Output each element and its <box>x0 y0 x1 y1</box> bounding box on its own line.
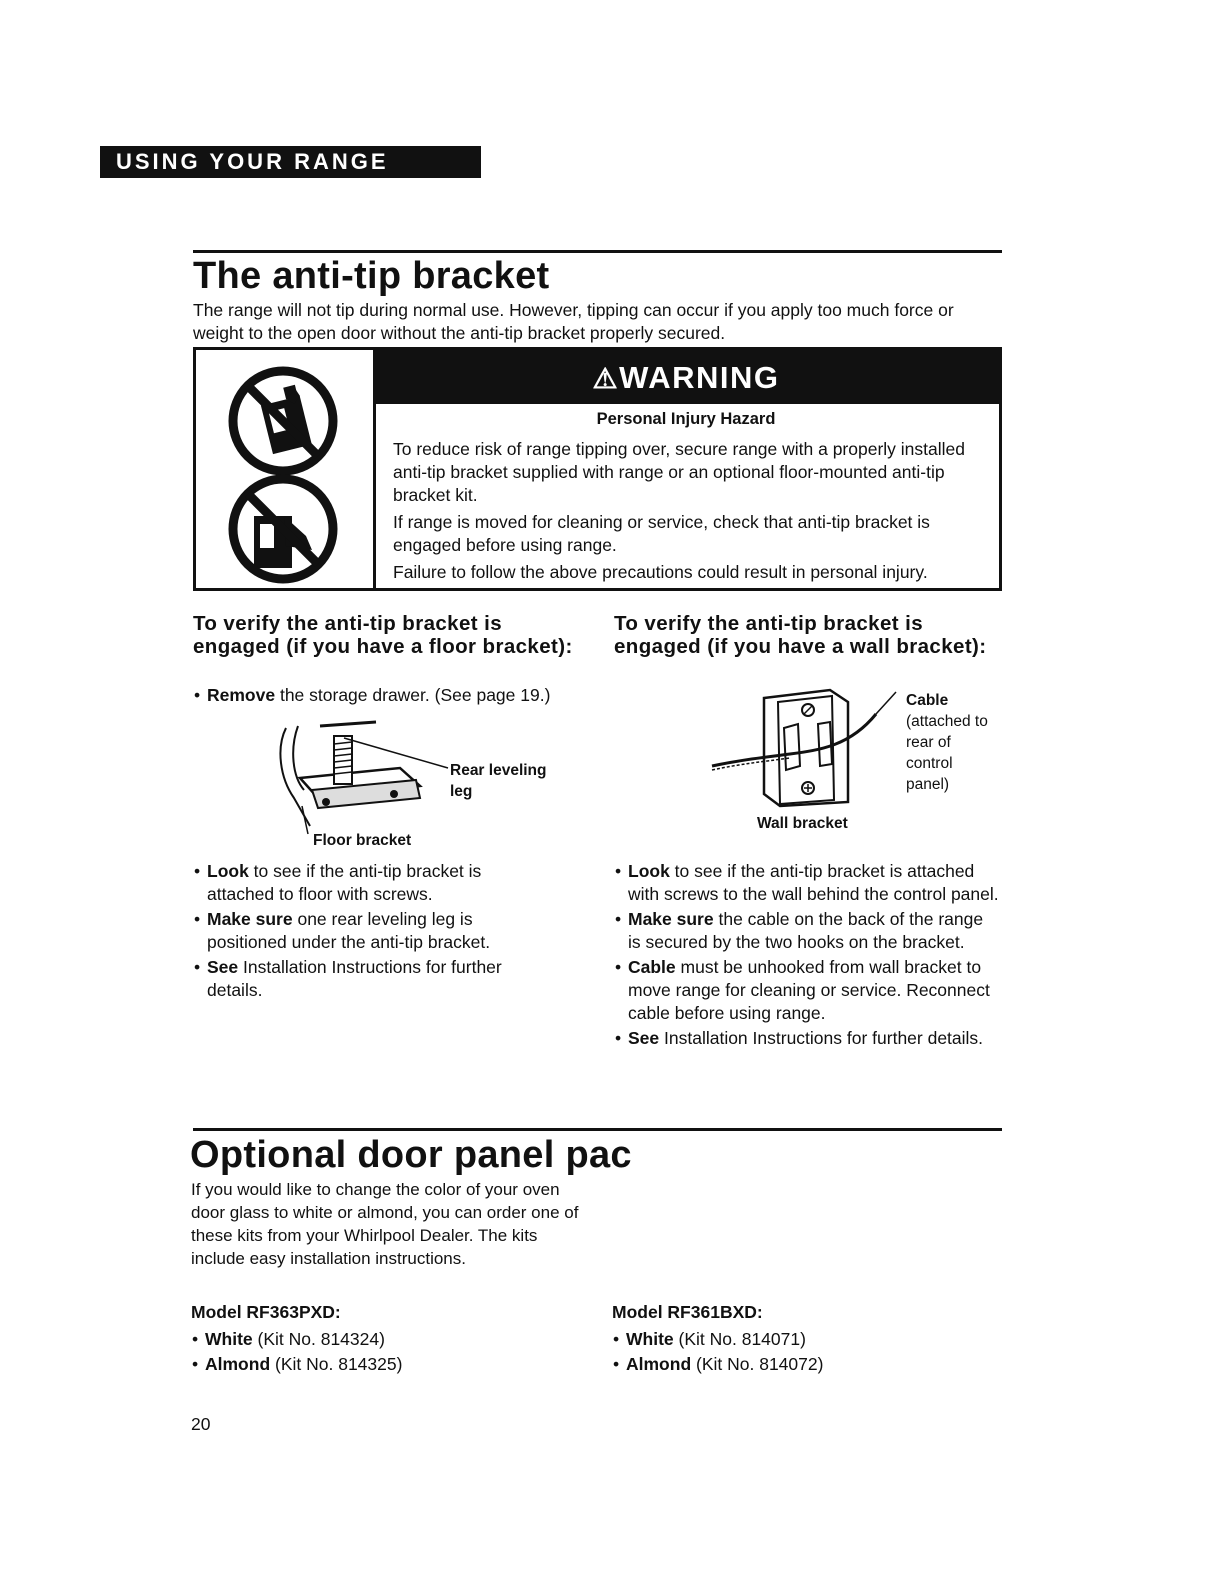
floor-bracket-diagram <box>270 718 460 838</box>
warning-box <box>193 347 1002 591</box>
floor-pre-step <box>193 684 603 709</box>
section-title: The anti-tip bracket <box>193 255 550 297</box>
list-item: • Remove the storage drawer. (See page 19.) <box>193 684 603 707</box>
cable-note: (attached to rear of control panel) <box>906 713 988 793</box>
section-rule <box>193 250 1002 253</box>
section-intro: The range will not tip during normal use. However, tipping can occur if you apply too much force or weight to the open door without the anti-tip bracket properly secured. <box>193 300 954 343</box>
page-number: 20 <box>191 1414 211 1434</box>
list-item: • Make sure the cable on the back of the range is secured by the two hooks on the bracket. <box>614 908 999 954</box>
warning-paragraph-1: To reduce risk of range tipping over, secure range with a properly installed anti-tip bracket supplied with range or an optional floor-mounted anti-tip bracket kit. <box>393 439 965 505</box>
model-1-kits <box>191 1328 571 1378</box>
cable-label: Cable <box>906 692 949 709</box>
list-item: • Make sure one rear leveling leg is positioned under the anti-tip bracket. <box>193 908 548 954</box>
list-item: • Cable must be unhooked from wall bracket to move range for cleaning or service. Reconnect cable before using range. <box>614 956 999 1025</box>
warning-icons-panel <box>196 350 376 588</box>
hazard-title: Personal Injury Hazard <box>596 410 776 428</box>
section-tab: USING YOUR RANGE <box>100 146 481 178</box>
list-item: • Look to see if the anti-tip bracket is attached with screws to the wall behind the control panel. <box>614 860 999 906</box>
floor-steps <box>193 860 548 1004</box>
rear-leveling-leg-label: Rear leveling leg <box>450 762 547 800</box>
warning-paragraph-2: If range is moved for cleaning or service, check that anti-tip bracket is engaged before using range. <box>393 512 930 555</box>
floor-bracket-caption: Floor bracket <box>313 832 412 849</box>
list-item: • White (Kit No. 814324) <box>191 1328 571 1351</box>
warning-triangle-icon: ⚠ <box>592 363 620 394</box>
wall-steps <box>614 860 999 1052</box>
list-item: • Almond (Kit No. 814325) <box>191 1353 571 1376</box>
warning-paragraph-3: Failure to follow the above precautions could result in personal injury. <box>393 562 928 582</box>
warning-banner <box>373 350 999 404</box>
no-tipping-range-icon <box>226 364 341 479</box>
list-item: • See Installation Instructions for further details. <box>193 956 548 1002</box>
warning-banner-label: WARNING <box>619 360 780 395</box>
list-item: • Look to see if the anti-tip bracket is attached to floor with screws. <box>193 860 548 906</box>
wall-bracket-heading: To verify the anti-tip bracket is engaged (if you have a wall bracket): <box>614 612 987 658</box>
door-panel-intro: If you would like to change the color of your oven door glass to white or almond, you can order one of these kits from your Whirlpool Dealer. The kits include easy installation instructions. <box>191 1180 579 1268</box>
wall-bracket-diagram <box>700 688 900 810</box>
floor-bracket-heading: To verify the anti-tip bracket is engaged (if you have a floor bracket): <box>193 612 573 658</box>
door-panel-title: Optional door panel pac <box>190 1134 632 1176</box>
list-item: • See Installation Instructions for further details. <box>614 1027 999 1050</box>
wall-bracket-caption: Wall bracket <box>757 815 848 832</box>
list-item: • White (Kit No. 814071) <box>612 1328 992 1351</box>
section-rule <box>193 1128 1002 1131</box>
model-2-kits <box>612 1328 992 1378</box>
no-tipping-range-icon <box>226 472 341 587</box>
model-2-name: Model RF361BXD: <box>612 1302 763 1322</box>
list-item: • Almond (Kit No. 814072) <box>612 1353 992 1376</box>
model-1-name: Model RF363PXD: <box>191 1302 341 1322</box>
